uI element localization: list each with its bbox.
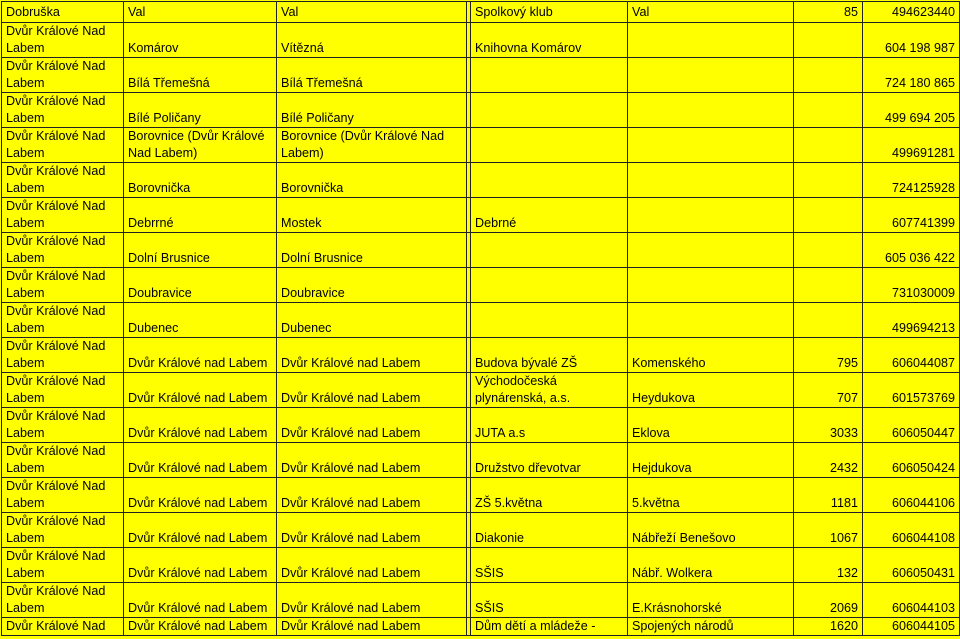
spreadsheet-table — [1, 1, 960, 636]
cell-locality[interactable]: Dvůr Králové nad Labem — [277, 583, 467, 618]
cell-locality[interactable]: Dvůr Králové nad Labem — [277, 478, 467, 513]
cell-district[interactable]: Dvůr Králové Nad Labem — [2, 513, 124, 548]
cell-locality[interactable]: Dvůr Králové nad Labem — [277, 408, 467, 443]
cell-district[interactable]: Dvůr Králové Nad Labem — [2, 58, 124, 93]
cell-locality[interactable]: Vítězná — [277, 23, 467, 58]
cell-building[interactable] — [471, 93, 628, 128]
table-row — [2, 513, 960, 548]
cell-building[interactable]: Východočeská plynárenská, a.s. — [471, 373, 628, 408]
cell-district[interactable]: Dobruška — [2, 2, 124, 23]
cell-district[interactable]: Dvůr Králové Nad Labem — [2, 303, 124, 338]
cell-district[interactable]: Dvůr Králové Nad Labem — [2, 373, 124, 408]
cell-municipality[interactable]: Dvůr Králové nad Labem — [124, 513, 277, 548]
cell-house-number[interactable]: 1181 — [794, 478, 863, 513]
cell-locality[interactable]: Bílé Poličany — [277, 93, 467, 128]
cell-building[interactable] — [471, 128, 628, 163]
cell-street[interactable]: Komenského — [628, 338, 794, 373]
table-row — [2, 338, 960, 373]
table-row — [2, 198, 960, 233]
cell-house-number[interactable]: 2432 — [794, 443, 863, 478]
cell-phone[interactable]: 606044108 — [863, 513, 960, 548]
cell-house-number[interactable]: 3033 — [794, 408, 863, 443]
cell-district[interactable]: Dvůr Králové Nad Labem — [2, 163, 124, 198]
cell-building[interactable]: Budova bývalé ZŠ — [471, 338, 628, 373]
cell-locality[interactable]: Val — [277, 2, 467, 23]
cell-district[interactable]: Dvůr Králové Nad Labem — [2, 23, 124, 58]
table-row — [2, 93, 960, 128]
cell-house-number[interactable]: 707 — [794, 373, 863, 408]
cell-phone[interactable]: 499691281 — [863, 128, 960, 163]
cell-locality[interactable]: Dvůr Králové nad Labem — [277, 618, 467, 636]
cell-district[interactable]: Dvůr Králové Nad Labem — [2, 548, 124, 583]
cell-street[interactable]: 5.května — [628, 478, 794, 513]
cell-street[interactable] — [628, 58, 794, 93]
cell-building[interactable]: Dům dětí a mládeže - — [471, 618, 628, 636]
cell-building[interactable]: ZŠ 5.května — [471, 478, 628, 513]
table-row — [2, 618, 960, 636]
cell-municipality[interactable]: Komárov — [124, 23, 277, 58]
cell-street[interactable] — [628, 23, 794, 58]
cell-district[interactable]: Dvůr Králové Nad Labem — [2, 93, 124, 128]
cell-house-number[interactable]: 132 — [794, 548, 863, 583]
cell-municipality[interactable]: Dolní Brusnice — [124, 233, 277, 268]
table-row — [2, 163, 960, 198]
cell-street[interactable]: Nábřeží Benešovo — [628, 513, 794, 548]
cell-house-number[interactable] — [794, 198, 863, 233]
table-row — [2, 233, 960, 268]
cell-municipality[interactable]: Dvůr Králové nad Labem — [124, 408, 277, 443]
cell-district[interactable]: Dvůr Králové Nad — [2, 618, 124, 636]
table-row — [2, 268, 960, 303]
cell-house-number[interactable] — [794, 58, 863, 93]
cell-locality[interactable]: Dvůr Králové nad Labem — [277, 373, 467, 408]
cell-municipality[interactable]: Dvůr Králové nad Labem — [124, 443, 277, 478]
cell-municipality[interactable]: Dvůr Králové nad Labem — [124, 548, 277, 583]
cell-phone[interactable]: 607741399 — [863, 198, 960, 233]
cell-municipality[interactable]: Dvůr Králové nad Labem — [124, 583, 277, 618]
cell-district[interactable]: Dvůr Králové Nad Labem — [2, 443, 124, 478]
cell-district[interactable]: Dvůr Králové Nad Labem — [2, 268, 124, 303]
cell-locality[interactable]: Dvůr Králové nad Labem — [277, 443, 467, 478]
cell-house-number[interactable]: 85 — [794, 2, 863, 23]
cell-building[interactable]: Knihovna Komárov — [471, 23, 628, 58]
cell-municipality[interactable]: Borovnička — [124, 163, 277, 198]
cell-locality[interactable]: Dubenec — [277, 303, 467, 338]
cell-phone[interactable]: 724125928 — [863, 163, 960, 198]
cell-municipality[interactable]: Dvůr Králové nad Labem — [124, 618, 277, 636]
cell-building[interactable]: Družstvo dřevotvar — [471, 443, 628, 478]
cell-street[interactable] — [628, 268, 794, 303]
cell-phone[interactable]: 606050447 — [863, 408, 960, 443]
cell-house-number[interactable] — [794, 93, 863, 128]
cell-phone[interactable]: 606044087 — [863, 338, 960, 373]
table-body — [2, 2, 960, 636]
cell-phone[interactable]: 604 198 987 — [863, 23, 960, 58]
cell-street[interactable]: E.Krásnohorské — [628, 583, 794, 618]
cell-phone[interactable]: 724 180 865 — [863, 58, 960, 93]
cell-building[interactable]: Spolkový klub — [471, 2, 628, 23]
cell-locality[interactable]: Dvůr Králové nad Labem — [277, 548, 467, 583]
cell-municipality[interactable]: Bílá Třemešná — [124, 58, 277, 93]
cell-house-number[interactable] — [794, 268, 863, 303]
cell-phone[interactable]: 494623440 — [863, 2, 960, 23]
cell-municipality[interactable]: Bílé Poličany — [124, 93, 277, 128]
cell-street[interactable]: Val — [628, 2, 794, 23]
cell-municipality[interactable]: Dvůr Králové nad Labem — [124, 478, 277, 513]
cell-phone[interactable]: 499 694 205 — [863, 93, 960, 128]
cell-street[interactable]: Spojených národů — [628, 618, 794, 636]
cell-building[interactable]: SŠIS — [471, 548, 628, 583]
table-row — [2, 58, 960, 93]
cell-district[interactable]: Dvůr Králové Nad Labem — [2, 233, 124, 268]
table-row — [2, 23, 960, 58]
cell-municipality[interactable]: Borovnice (Dvůr Králové Nad Labem) — [124, 128, 277, 163]
cell-phone[interactable]: 606044103 — [863, 583, 960, 618]
cell-street[interactable] — [628, 303, 794, 338]
table-row — [2, 303, 960, 338]
table-row — [2, 128, 960, 163]
cell-municipality[interactable]: Dubenec — [124, 303, 277, 338]
cell-building[interactable] — [471, 58, 628, 93]
cell-phone[interactable]: 606050424 — [863, 443, 960, 478]
cell-municipality[interactable]: Val — [124, 2, 277, 23]
cell-building[interactable] — [471, 233, 628, 268]
cell-municipality[interactable]: Doubravice — [124, 268, 277, 303]
table-row — [2, 548, 960, 583]
cell-phone[interactable]: 601573769 — [863, 373, 960, 408]
cell-street[interactable]: Nábř. Wolkera — [628, 548, 794, 583]
cell-house-number[interactable]: 1620 — [794, 618, 863, 636]
cell-house-number[interactable] — [794, 163, 863, 198]
cell-phone[interactable]: 606044105 — [863, 618, 960, 636]
cell-house-number[interactable] — [794, 303, 863, 338]
cell-building[interactable]: SŠIS — [471, 583, 628, 618]
cell-locality[interactable]: Dolní Brusnice — [277, 233, 467, 268]
cell-street[interactable] — [628, 163, 794, 198]
cell-street[interactable]: Heydukova — [628, 373, 794, 408]
cell-locality[interactable]: Mostek — [277, 198, 467, 233]
cell-district[interactable]: Dvůr Králové Nad Labem — [2, 128, 124, 163]
cell-house-number[interactable] — [794, 23, 863, 58]
cell-phone[interactable]: 606050431 — [863, 548, 960, 583]
cell-street[interactable] — [628, 93, 794, 128]
cell-locality[interactable]: Dvůr Králové nad Labem — [277, 513, 467, 548]
cell-phone[interactable]: 731030009 — [863, 268, 960, 303]
cell-building[interactable]: Debrné — [471, 198, 628, 233]
cell-street[interactable] — [628, 233, 794, 268]
cell-building[interactable] — [471, 163, 628, 198]
cell-street[interactable]: Hejdukova — [628, 443, 794, 478]
cell-district[interactable]: Dvůr Králové Nad Labem — [2, 478, 124, 513]
cell-house-number[interactable]: 1067 — [794, 513, 863, 548]
cell-locality[interactable]: Doubravice — [277, 268, 467, 303]
cell-phone[interactable]: 499694213 — [863, 303, 960, 338]
cell-building[interactable]: JUTA a.s — [471, 408, 628, 443]
cell-municipality[interactable]: Debrrné — [124, 198, 277, 233]
cell-phone[interactable]: 606044106 — [863, 478, 960, 513]
cell-house-number[interactable]: 2069 — [794, 583, 863, 618]
cell-municipality[interactable]: Dvůr Králové nad Labem — [124, 338, 277, 373]
cell-house-number[interactable] — [794, 233, 863, 268]
table-row — [2, 2, 960, 23]
cell-locality[interactable]: Dvůr Králové nad Labem — [277, 338, 467, 373]
cell-street[interactable]: Eklova — [628, 408, 794, 443]
table-row — [2, 478, 960, 513]
cell-municipality[interactable]: Dvůr Králové nad Labem — [124, 373, 277, 408]
cell-district[interactable]: Dvůr Králové Nad Labem — [2, 198, 124, 233]
cell-locality[interactable]: Borovnice (Dvůr Králové Nad Labem) — [277, 128, 467, 163]
cell-street[interactable] — [628, 128, 794, 163]
table-row — [2, 583, 960, 618]
cell-house-number[interactable]: 795 — [794, 338, 863, 373]
cell-house-number[interactable] — [794, 128, 863, 163]
cell-phone[interactable]: 605 036 422 — [863, 233, 960, 268]
cell-district[interactable]: Dvůr Králové Nad Labem — [2, 408, 124, 443]
cell-building[interactable] — [471, 268, 628, 303]
cell-building[interactable]: Diakonie — [471, 513, 628, 548]
table-row — [2, 408, 960, 443]
cell-locality[interactable]: Bílá Třemešná — [277, 58, 467, 93]
table-row — [2, 373, 960, 408]
cell-street[interactable] — [628, 198, 794, 233]
cell-district[interactable]: Dvůr Králové Nad Labem — [2, 583, 124, 618]
cell-building[interactable] — [471, 303, 628, 338]
table-row — [2, 443, 960, 478]
cell-district[interactable]: Dvůr Králové Nad Labem — [2, 338, 124, 373]
cell-locality[interactable]: Borovnička — [277, 163, 467, 198]
